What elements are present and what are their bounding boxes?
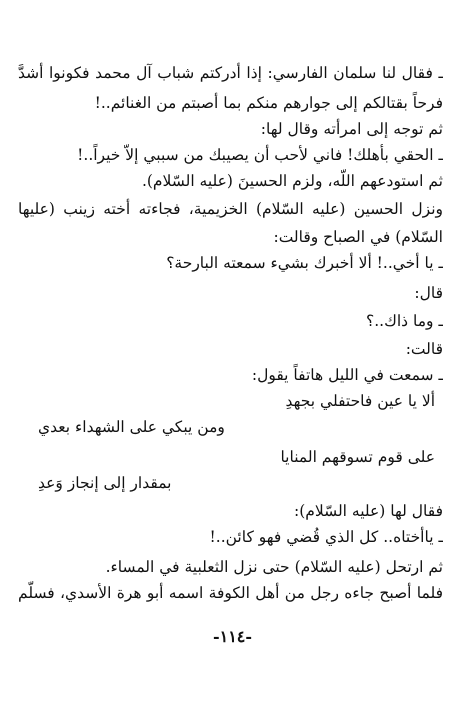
page-number: -١١٤- (212, 627, 253, 646)
text-line-3: ثم توجه إلى امرأته وقال لها: (260, 120, 443, 138)
text-line-13: فقال لها (عليه السّلام): (294, 502, 443, 520)
text-line-9: قال: (414, 284, 443, 302)
text-line-2: فرحاً بقتالكم إلى جوارهم منكم بما أصبتم من الغنائم..! (94, 94, 443, 112)
text-line-12: ـ سمعت في الليل هاتفاً يقول: (251, 366, 443, 384)
poem-verse-3: على قوم تسوقهم المنايا (280, 448, 435, 466)
poem-verse-2: ومن يبكي على الشهداء بعدي (38, 418, 225, 436)
text-line-1: ـ فقال لنا سلمان الفارسي: إذا أدركتم شباب آل محمد فكونوا أشدَّ (18, 64, 443, 82)
text-line-8: ـ يا أخي..! ألا أخبرك بشيء سمعته البارحة؟ (166, 254, 443, 272)
text-line-10: ـ وما ذاك..؟ (366, 312, 443, 330)
text-line-16: فلما أصبح جاءه رجل من أهل الكوفة اسمه أبو هرة الأسدي، فسلّم (18, 584, 443, 602)
text-line-11: قالت: (405, 340, 443, 358)
text-line-5: ثم استودعهم اللّه، ولزم الحسينَ (عليه السّلام). (141, 172, 443, 190)
text-line-4: ـ الحقي بأهلك! فاني لأحب أن يصيبك من سببي إلاّ خيراً..! (77, 146, 443, 164)
text-line-6: ونزل الحسين (عليه السّلام) الخزيمية، فجاءته أخته زينب (عليها (18, 200, 443, 218)
poem-verse-4: بمقدار إلى إنجاز وَعدِ (38, 474, 172, 492)
text-line-14: ـ ياأختاه.. كل الذي قُضي فهو كائن..! (209, 528, 443, 546)
text-line-7: السّلام) في الصباح وقالت: (273, 228, 443, 246)
poem-verse-1: ألا يا عين فاحتفلي بجهدِ (285, 392, 435, 410)
text-line-15: ثم ارتحل (عليه السّلام) حتى نزل الثعلبية في المساء. (105, 558, 443, 576)
